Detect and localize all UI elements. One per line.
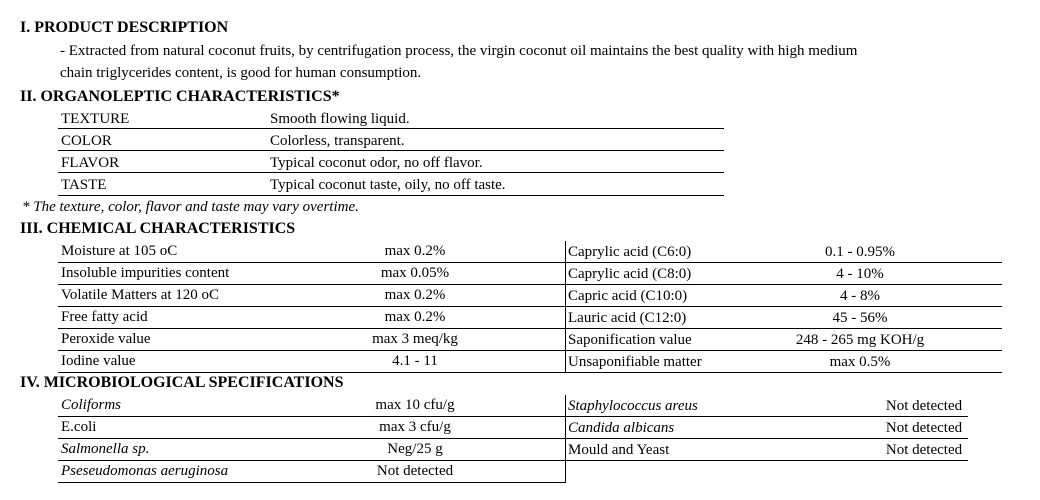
chemical-left-value: max 0.2% [384, 309, 446, 325]
organoleptic-value-texture: Smooth flowing liquid. [270, 111, 410, 127]
micro-left-label: Pseseudomonas aeruginosa [61, 463, 229, 479]
organoleptic-value-color: Colorless, transparent. [270, 133, 405, 149]
row-divider [566, 438, 968, 439]
chemical-left-value: max 0.2% [384, 287, 446, 303]
micro-right-label: Staphylococcus areus [568, 398, 698, 414]
row-divider [566, 262, 1002, 263]
chemical-right-label: Caprylic acid (C8:0) [568, 266, 692, 282]
chemical-right-label: Caprylic acid (C6:0) [568, 244, 692, 260]
chemical-right-label: Saponification value [568, 332, 692, 348]
section-chemical-heading: III. CHEMICAL CHARACTERISTICS [20, 220, 296, 237]
chemical-left-label: Free fatty acid [61, 309, 148, 325]
row-divider [58, 460, 565, 461]
row-divider [566, 328, 1002, 329]
micro-left-label: Salmonella sp. [61, 441, 150, 457]
chemical-right-label: Lauric acid (C12:0) [568, 310, 687, 326]
chemical-left-value: max 0.2% [384, 243, 446, 259]
row-divider [58, 438, 565, 439]
micro-left-value: Not detected [376, 463, 454, 479]
chemical-left-value: max 0.05% [380, 265, 450, 281]
section-product-description-heading: I. PRODUCT DESCRIPTION [20, 19, 229, 36]
row-divider [58, 172, 724, 173]
row-divider [566, 372, 1002, 373]
section-microbiological-heading: IV. MICROBIOLOGICAL SPECIFICATIONS [20, 374, 344, 391]
row-divider [566, 350, 1002, 351]
chemical-left-value: max 3 meq/kg [372, 331, 458, 347]
chemical-right-label: Unsaponifiable matter [568, 354, 702, 370]
organoleptic-footnote: * The texture, color, flavor and taste may vary overtime. [22, 199, 359, 215]
row-divider [58, 128, 724, 129]
row-divider [58, 372, 565, 373]
chemical-left-label: Iodine value [61, 353, 136, 369]
chemical-left-label: Moisture at 105 oC [61, 243, 178, 259]
organoleptic-value-taste: Typical coconut taste, oily, no off taste. [270, 177, 506, 193]
chemical-right-value: 0.1 - 0.95% [825, 244, 895, 260]
micro-right-value: Not detected [885, 420, 963, 436]
organoleptic-label-color: COLOR [61, 133, 112, 149]
micro-left-value: Neg/25 g [387, 441, 443, 457]
chemical-right-label: Capric acid (C10:0) [568, 288, 688, 304]
product-description-line-2: chain triglycerides content, is good for human consumption. [60, 65, 422, 81]
micro-left-label: E.coli [61, 419, 97, 435]
column-divider [565, 395, 566, 483]
chemical-right-value: max 0.5% [829, 354, 891, 370]
row-divider [566, 460, 968, 461]
row-divider [58, 150, 724, 151]
row-divider [58, 482, 565, 483]
chemical-right-value: 45 - 56% [832, 310, 888, 326]
row-divider [58, 350, 565, 351]
row-divider [58, 262, 565, 263]
chemical-right-value: 248 - 265 mg KOH/g [795, 332, 925, 348]
micro-right-value: Not detected [885, 442, 963, 458]
micro-left-value: max 3 cfu/g [379, 419, 451, 435]
micro-left-value: max 10 cfu/g [375, 397, 455, 413]
micro-left-label: Coliforms [61, 397, 122, 413]
chemical-right-value: 4 - 8% [840, 288, 880, 304]
column-divider [565, 241, 566, 373]
chemical-left-label: Volatile Matters at 120 oC [61, 287, 220, 303]
row-divider [566, 416, 968, 417]
row-divider [566, 284, 1002, 285]
organoleptic-value-flavor: Typical coconut odor, no off flavor. [270, 155, 483, 171]
row-divider [58, 195, 724, 196]
organoleptic-label-flavor: FLAVOR [61, 155, 120, 171]
section-organoleptic-heading: II. ORGANOLEPTIC CHARACTERISTICS* [20, 88, 340, 105]
chemical-left-value: 4.1 - 11 [392, 353, 438, 369]
micro-right-label: Mould and Yeast [568, 442, 670, 458]
chemical-left-label: Peroxide value [61, 331, 151, 347]
organoleptic-label-texture: TEXTURE [61, 111, 130, 127]
row-divider [58, 284, 565, 285]
chemical-right-value: 4 - 10% [836, 266, 884, 282]
micro-right-label: Candida albicans [568, 420, 675, 436]
organoleptic-label-taste: TASTE [61, 177, 107, 193]
row-divider [58, 306, 565, 307]
row-divider [566, 306, 1002, 307]
row-divider [58, 416, 565, 417]
micro-right-value: Not detected [885, 398, 963, 414]
row-divider [58, 328, 565, 329]
product-description-line-1: - Extracted from natural coconut fruits, by centrifugation process, the virgin coconut oil maintains the best quality with high medium [60, 43, 858, 59]
chemical-left-label: Insoluble impurities content [61, 265, 230, 281]
